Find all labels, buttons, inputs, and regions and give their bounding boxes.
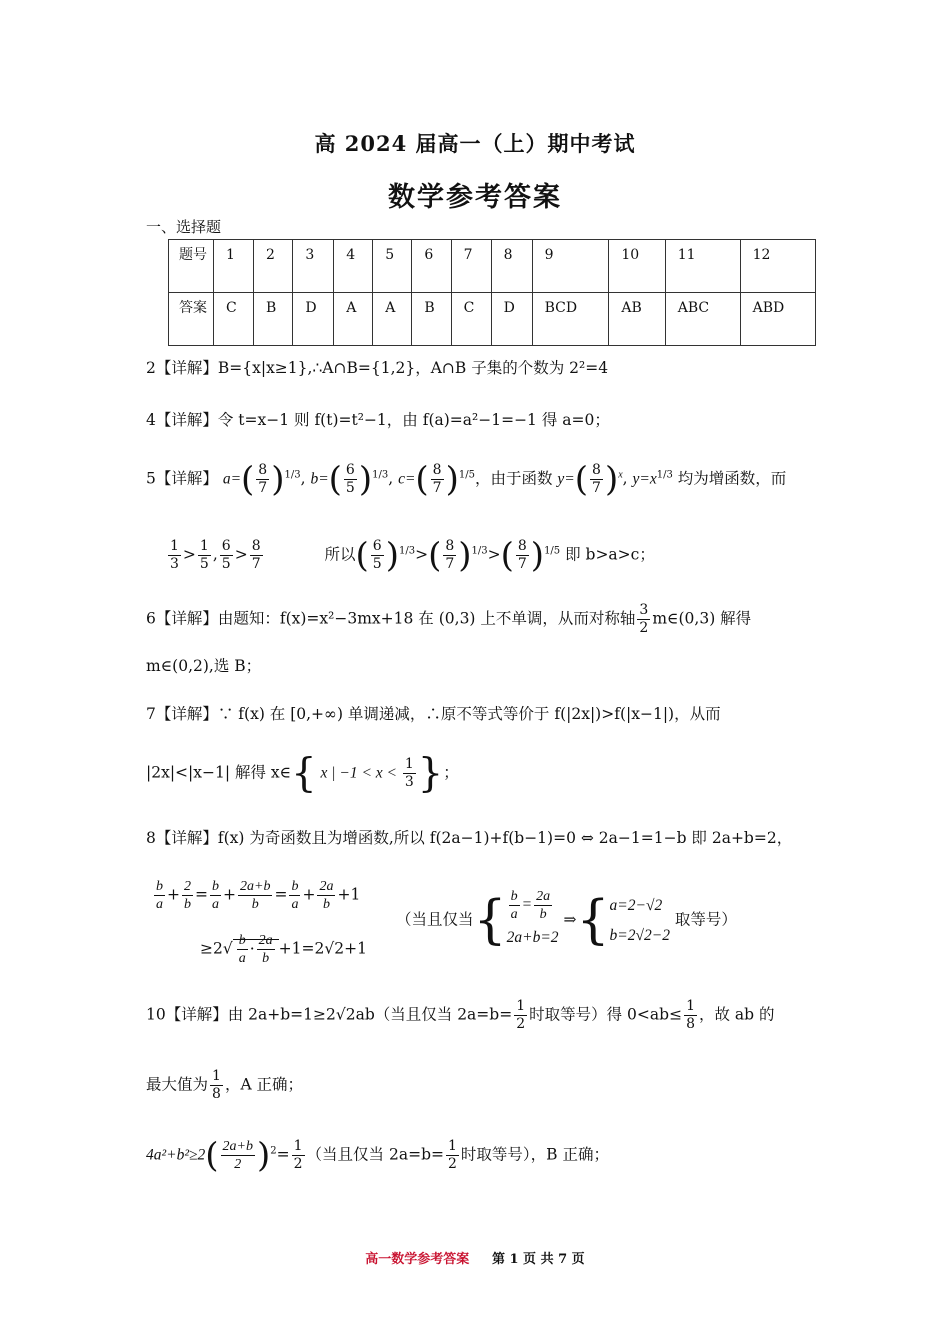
q10-text-g: 时取等号），B 正确； xyxy=(460,1145,609,1164)
solution-q8-condition: （当且仅当{ $\frac{b}{a}$ = $\frac{2a}{b}$ 2a+b=2 ⇒{a=2−√2 b=2√2−2 取等号） xyxy=(396,889,737,951)
table-cell: 4 xyxy=(334,240,373,293)
table-cell: AB xyxy=(609,293,665,346)
answer-table xyxy=(168,239,816,346)
solution-q8-line1: 8【详解】f(x) 为奇函数且为增函数,所以 f(2a−1)+f(b−1)=0 ⇔ 2a−1=1−b 即 2a+b=2， xyxy=(146,829,793,847)
table-cell: C xyxy=(214,293,254,346)
q5-tag: 5【详解】 xyxy=(146,469,218,488)
table-cell: A xyxy=(334,293,373,346)
q10-text-f: （当且仅当 2a=b= xyxy=(306,1145,444,1164)
solution-q6-line2: m∈(0,2),选 B； xyxy=(146,657,262,675)
exam-title: 高 2024 届高一（上）期中考试 xyxy=(314,131,636,156)
solution-q8-expr1: $\frac{b}{a}$ + $\frac{2}{b}$ = $\frac{b}{a}$ + $\frac{2a+b}{b}$ = $\frac{b}{a}$ + $\frac{2a}{b}$ +1 xyxy=(156,879,361,912)
page-footer xyxy=(0,1248,950,1267)
table-cell: 5 xyxy=(373,240,412,293)
solution-q10-line2: 最大值为 $\frac{1}{8}$ ，A 正确； xyxy=(146,1068,304,1102)
page-number: 第 1 页 共 7 页 xyxy=(491,1252,585,1267)
q6-text-b: m∈(0,3) 解得 xyxy=(652,609,752,628)
table-cell: 11 xyxy=(665,240,740,293)
q5-end-text: 均为增函数，而 xyxy=(677,469,787,488)
table-cell: D xyxy=(293,293,334,346)
table-cell: 6 xyxy=(412,240,451,293)
table-cell: C xyxy=(451,293,491,346)
table-cell: ABD xyxy=(740,293,815,346)
q10-text-b: 时取等号）得 0<ab≤ xyxy=(529,1005,683,1024)
table-cell: 3 xyxy=(293,240,334,293)
q8-take: 取等号） xyxy=(674,910,737,929)
q10-text-a: 10【详解】由 2a+b=1≥2√2ab（当且仅当 2a=b= xyxy=(146,1005,513,1024)
table-row-numbers xyxy=(169,240,816,293)
table-cell: BCD xyxy=(532,293,609,346)
table-cell: 2 xyxy=(254,240,293,293)
q6-text-a: 6【详解】由题知：f(x)=x²−3mx+18 在 (0,3) 上不单调，从而对称轴 xyxy=(146,609,636,628)
table-cell: 12 xyxy=(740,240,815,293)
solution-q5-line1: 5【详解】 a=( $\frac{8}{7}$ )$^{1/3}$, b=( $\frac{6}{5}$ )$^{1/3}$, c=( $\frac{8}{7}$ )$^{1/5}$，由于函数 y=( $\frac{8}{7}$ )$^x$, $y=x^{1/3}$ 均为增函数，而 xyxy=(146,459,787,500)
solution-q2: 2【详解】B={x|x≥1},∴A∩B={1,2}，A∩B 子集的个数为 2²=4 xyxy=(146,359,609,377)
solution-q6-line1: 6【详解】由题知：f(x)=x²−3mx+18 在 (0,3) 上不单调，从而对称轴 $\frac{3}{2}$ m∈(0,3) 解得 xyxy=(146,602,752,636)
footer-title: 高一数学参考答案 xyxy=(365,1252,470,1267)
table-cell: B xyxy=(412,293,451,346)
solution-q7-line2: |2x|<|x−1| 解得 x∈{ x | −1 < x < $\frac{1}{3}$ }； xyxy=(146,750,459,797)
solution-q10-line1: 10【详解】由 2a+b=1≥2√2ab（当且仅当 2a=b= $\frac{1}{2}$ 时取等号）得 0<ab≤ $\frac{1}{8}$ ，故 ab 的 xyxy=(146,998,775,1032)
q10-text-d: 最大值为 xyxy=(146,1075,209,1094)
q5-mid-text: ，由于函数 xyxy=(474,469,553,488)
q8-when: （当且仅当 xyxy=(396,910,474,929)
table-cell: 10 xyxy=(609,240,665,293)
q5-result: 即 b>a>c； xyxy=(565,545,655,564)
table-cell: B xyxy=(254,293,293,346)
solution-q7-line1: 7【详解】∵ f(x) 在 [0,+∞) 单调递减，∴原不等式等价于 f(|2x|)>f(|x−1|)，从而 xyxy=(146,705,721,723)
q5-math-a: a= xyxy=(222,470,242,488)
document-title: 数学参考答案 xyxy=(388,182,562,213)
table-cell: A xyxy=(373,293,412,346)
solution-q10-line3: 4a²+b²≥2( $\frac{2a+b}{2}$ )$^2$= $\frac{1}{2}$ （当且仅当 2a=b= $\frac{1}{2}$ 时取等号），B 正确； xyxy=(146,1135,609,1176)
table-cell: 8 xyxy=(491,240,532,293)
solution-q5-line2: $\frac{1}{3}$ > $\frac{1}{5}$ , $\frac{6}{5}$ > $\frac{8}{7}$ 所以( $\frac{6}{5}$ )$^{1/3}$>( $\frac{8}{7}$ )$^{1/3}$>( $\frac{8}{7}$ )$^{1/5}$ 即 b>a>c； xyxy=(170,535,655,576)
row-label: 答案 xyxy=(169,293,214,346)
table-cell: 9 xyxy=(532,240,609,293)
table-cell: D xyxy=(491,293,532,346)
q10-text-c: ，故 ab 的 xyxy=(698,1005,775,1024)
table-cell: 7 xyxy=(451,240,491,293)
q7-text: |2x|<|x−1| 解得 x∈ xyxy=(146,763,292,782)
table-cell: 1 xyxy=(214,240,254,293)
solution-q4: 4【详解】令 t=x−1 则 f(t)=t²−1，由 f(a)=a²−1=−1 得 a=0； xyxy=(146,411,610,429)
solution-q8-expr2: ≥2√ $\frac{b}{a}$ · $\frac{2a}{b}$ +1=2√2+1 xyxy=(200,933,367,966)
table-row-answers xyxy=(169,293,816,346)
row-label: 题号 xyxy=(169,240,214,293)
section-heading: 一、选择题 xyxy=(146,218,222,236)
q10-text-e: ，A 正确； xyxy=(224,1075,304,1094)
q5-so-text: 所以 xyxy=(324,545,356,564)
table-cell: ABC xyxy=(665,293,740,346)
